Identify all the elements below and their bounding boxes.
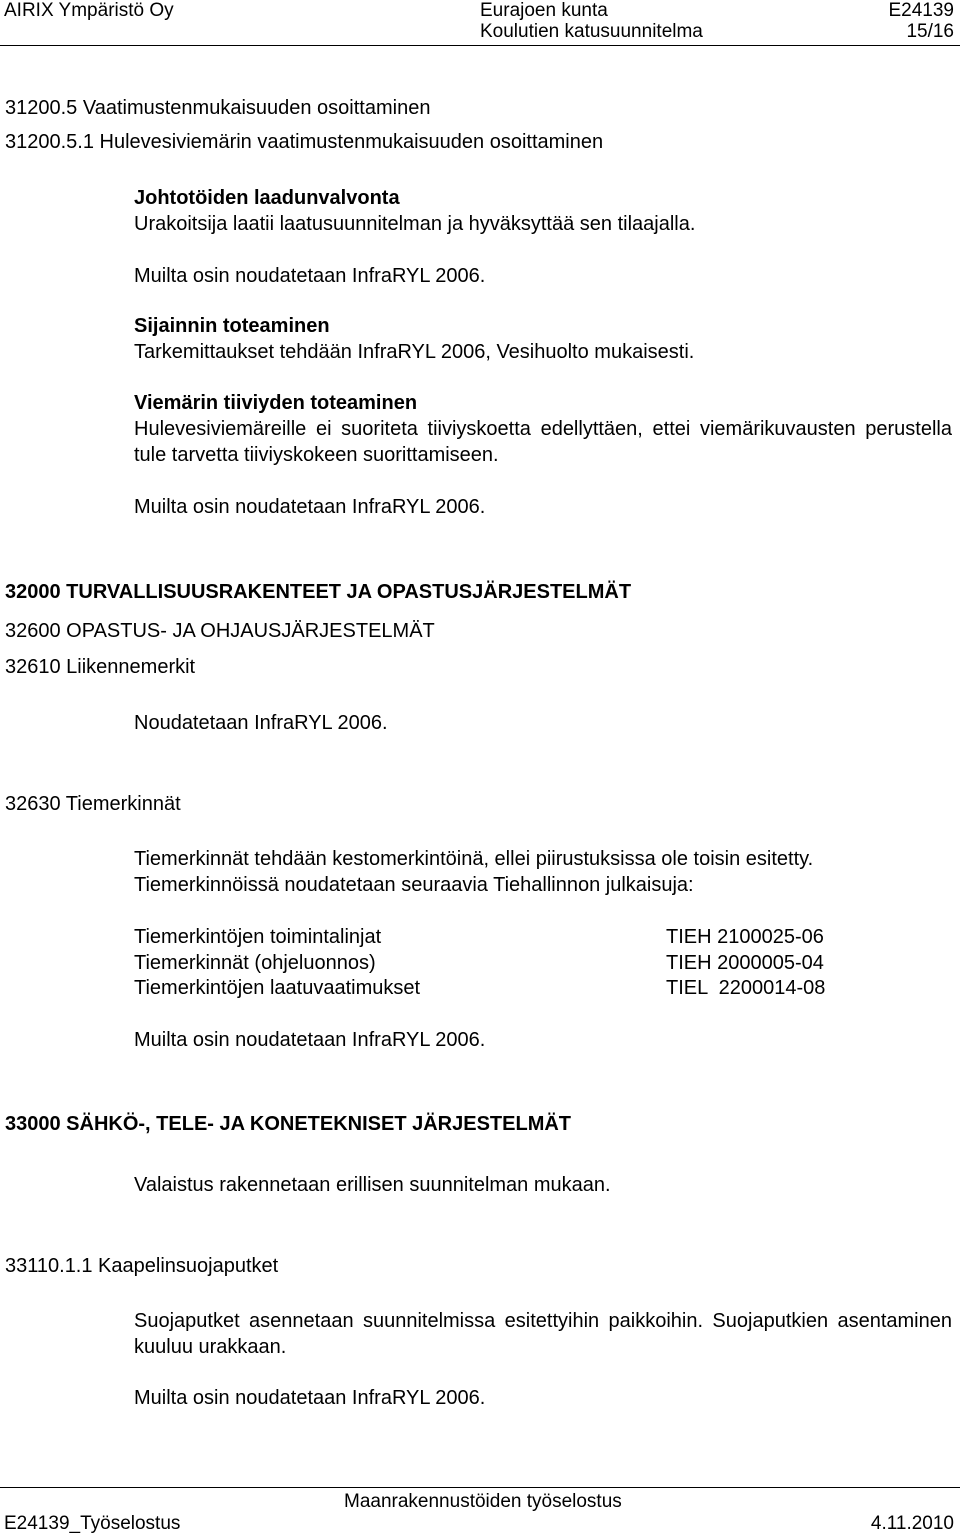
text-33110-ref: Muilta osin noudatetaan InfraRYL 2006. xyxy=(134,1387,486,1409)
heading-31200-5-1: 31200.5.1 Hulevesiviemärin vaatimustenmukaisuuden osoittaminen xyxy=(5,131,604,153)
subheading-quality-control: Johtotöiden laadunvalvonta xyxy=(134,187,400,209)
subheading-tightness: Viemärin tiiviyden toteaminen xyxy=(134,392,418,414)
text-33110: Suojaputket asennetaan suunnitelmissa esitettyihin paikkoihin. Suojaputkien asentaminen kuuluu urakkaan. xyxy=(134,1310,952,1358)
header-page-number: 15/16 xyxy=(906,21,954,42)
heading-33110: 33110.1.1 Kaapelinsuojaputket xyxy=(5,1255,279,1277)
publication-code: TIEH 2000005-04 xyxy=(666,952,824,974)
header-document-title: Koulutien katusuunnitelma xyxy=(480,21,703,42)
header-rule xyxy=(0,45,960,46)
publication-code: TIEH 2100025-06 xyxy=(666,926,824,948)
heading-32600: 32600 OPASTUS- JA OHJAUSJÄRJESTELMÄT xyxy=(5,620,435,642)
text-32630-1: Tiemerkinnät tehdään kestomerkintöinä, ellei piirustuksissa ole toisin esitetty. xyxy=(134,848,814,870)
publication-name: Tiemerkintöjen toimintalinjat xyxy=(134,926,382,948)
text-33000: Valaistus rakennetaan erillisen suunnitelman mukaan. xyxy=(134,1174,611,1196)
header-project-code: E24139 xyxy=(888,0,954,21)
heading-33000: 33000 SÄHKÖ-, TELE- JA KONETEKNISET JÄRJESTELMÄT xyxy=(5,1113,572,1135)
footer-rule xyxy=(0,1487,960,1488)
text-32630-ref: Muilta osin noudatetaan InfraRYL 2006. xyxy=(134,1029,486,1051)
publication-name: Tiemerkinnät (ohjeluonnos) xyxy=(134,952,376,974)
text-location: Tarkemittaukset tehdään InfraRYL 2006, Vesihuolto mukaisesti. xyxy=(134,341,695,363)
text-32630-2: Tiemerkinnöissä noudatetaan seuraavia Tiehallinnon julkaisuja: xyxy=(134,874,694,896)
heading-32000: 32000 TURVALLISUUSRAKENTEET JA OPASTUSJÄRJESTELMÄT xyxy=(5,581,632,603)
footer-date: 4.11.2010 xyxy=(870,1513,954,1534)
text-32610: Noudatetaan InfraRYL 2006. xyxy=(134,712,388,734)
header-company: AIRIX Ympäristö Oy xyxy=(4,0,174,21)
text-tightness: Hulevesiviemäreille ei suoriteta tiiviyskoetta edellyttäen, ettei viemärikuvausten perustella tule tarvetta tiiviyskokeen suorittamiseen. xyxy=(134,418,952,466)
subheading-location: Sijainnin toteaminen xyxy=(134,315,330,337)
heading-32610: 32610 Liikennemerkit xyxy=(5,656,196,678)
text-quality-control-ref: Muilta osin noudatetaan InfraRYL 2006. xyxy=(134,265,486,287)
text-tightness-ref: Muilta osin noudatetaan InfraRYL 2006. xyxy=(134,496,486,518)
footer-doc-type: Maanrakennustöiden työselostus xyxy=(344,1491,622,1512)
publication-code: TIEL 2200014-08 xyxy=(666,977,826,999)
header-client: Eurajoen kunta xyxy=(480,0,608,21)
heading-32630: 32630 Tiemerkinnät xyxy=(5,793,181,815)
heading-31200-5: 31200.5 Vaatimustenmukaisuuden osoittaminen xyxy=(5,97,431,119)
text-quality-control: Urakoitsija laatii laatusuunnitelman ja hyväksyttää sen tilaajalla. xyxy=(134,213,696,235)
publication-name: Tiemerkintöjen laatuvaatimukset xyxy=(134,977,421,999)
footer-file: E24139_Työselostus xyxy=(4,1513,181,1534)
